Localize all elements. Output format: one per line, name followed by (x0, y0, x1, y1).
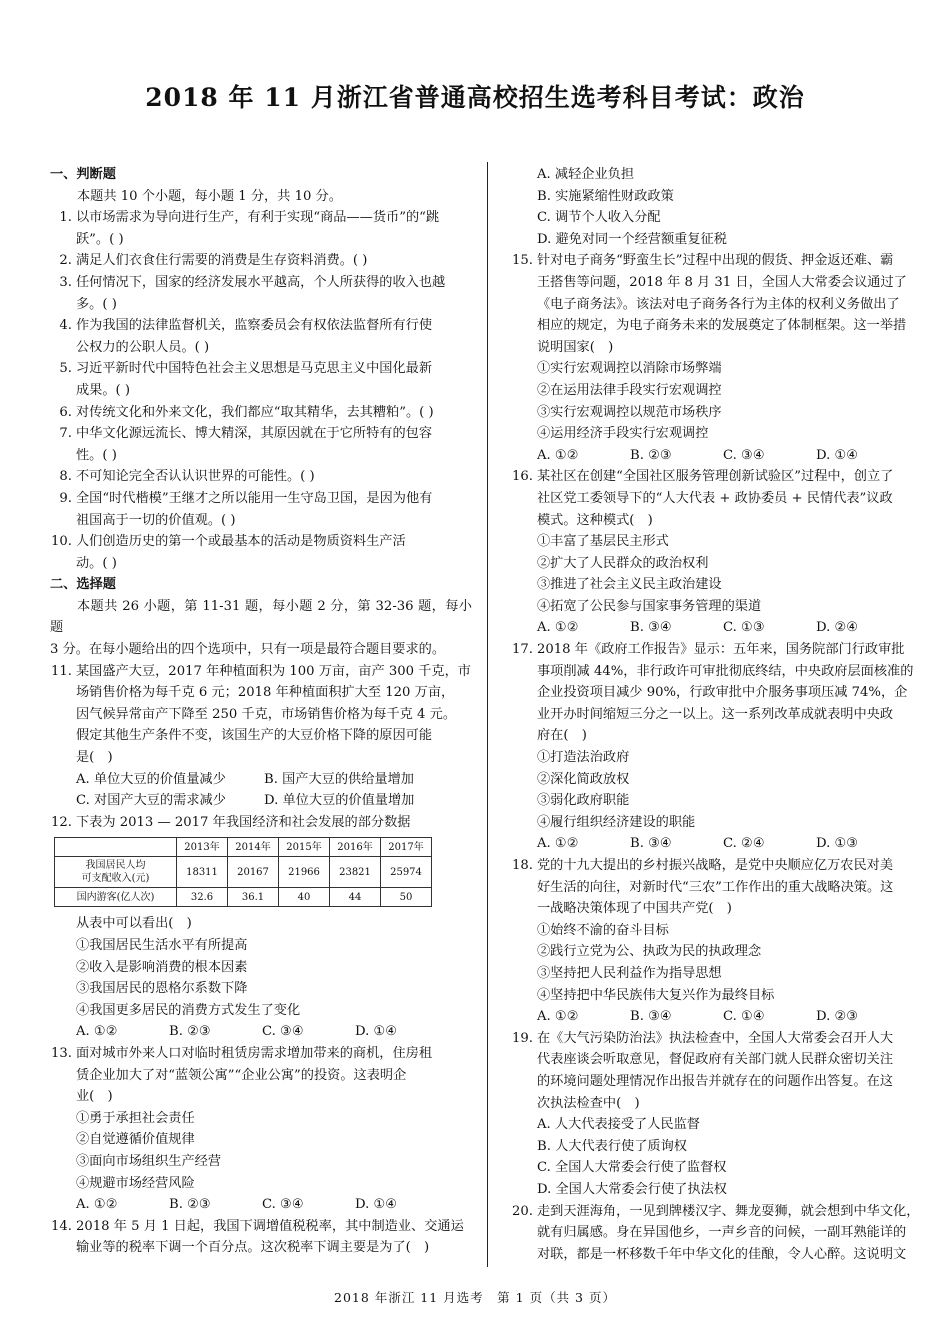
question-number: 2. (59, 253, 72, 269)
option-a: A. 单位大豆的价值量减少 (76, 771, 226, 787)
table-cell: 50 (381, 888, 432, 907)
option-c: C. ③④ (262, 1024, 304, 1040)
option-a: A. ①② (537, 1009, 579, 1025)
table-cell: 2014年 (228, 838, 279, 857)
section-heading-judge: 一、判断题 (50, 167, 116, 182)
option-c: C. ③④ (723, 447, 765, 463)
question-17: 17. 2018 年《政府工作报告》显示：五年来，国务院部门行政审批 事项削减 44%，非行政许可审批彻底终结，中央政府层面核准的 企业投资项目减少 90%，行政审批中介服务事项压减 74%，企 业开办时间缩短三分之一以上。这一系列改革成就表明中央政 府在( ) ①打造法治政府 ②深化简政放权 ③弱化政府职能 ④履行组织经济建设的职能 A. ①② B. ③④ C. ②④ D. ①③ (509, 639, 932, 855)
section-intro-judge: 本题共 10 个小题，每小题 1 分，共 10 分。 (77, 188, 342, 204)
table-row-label: 国内游客(亿人次) (55, 888, 177, 907)
question-15: 15. 针对电子商务“野蛮生长”过程中出现的假货、押金返还难、霸 王搭售等问题，2018 年 8 月 31 日，全国人大常委会议通过了 《电子商务法》。该法对电子商务各行为主体的权利义务做出了 相应的规定，为电子商务未来的发展奠定了体制框架。这一举措 说明国家( ) ①实行宏观调控以消除市场弊端 ②在运用法律手段实行宏观调控 ③实行宏观调控以规范市场秩序 ④运用经济手段实行宏观调控 A. ①② B. ②③ C. ③④ D. ①④ (509, 250, 932, 466)
table-cell: 44 (330, 888, 381, 907)
table-row (55, 888, 432, 907)
question-20: 20. 走到天涯海角，一见到牌楼汉字、舞龙耍狮，就会想到中华文化， 就有归属感。身在异国他乡，一声乡音的问候，一副耳熟能详的 对联，都是一杯移数千年中华文化的佳酿，令人心醉。这说明文 (509, 1201, 932, 1266)
table-cell: 2016年 (330, 838, 381, 857)
option-d: D. ②③ (816, 1009, 859, 1025)
question-3: 3. 任何情况下，国家的经济发展水平越高，个人所获得的收入也越 多。( ) (50, 272, 472, 315)
question-number: 4. (59, 318, 72, 334)
question-12: 12. 下表为 2013 — 2017 年我国经济和社会发展的部分数据 (50, 812, 472, 834)
option-d: D. ①④ (355, 1197, 398, 1213)
question-number: 18. (512, 858, 533, 873)
table-cell: 32.6 (177, 888, 228, 907)
table-row (55, 857, 432, 888)
options-row (76, 1021, 472, 1043)
question-19: 19. 在《大气污染防治法》执法检查中，全国人大常委会召开人大 代表座谈会听取意见，督促政府有关部门就人民群众密切关注 的环境问题处理情况作出报告并就存在的问题作出答复。在这 次执法检查中( ) A. 人大代表接受了人民监督 B. 人大代表行使了质询权 C. 全国人大常委会行使了监督权 D. 全国人大常委会行使了执法权 (509, 1028, 932, 1201)
options-row (537, 445, 932, 467)
question-number: 17. (512, 642, 533, 658)
question-5: 5. 习近平新时代中国特色社会主义思想是马克思主义中国化最新 成果。( ) (50, 358, 472, 401)
option-a: A. 减轻企业负担 (537, 167, 635, 182)
table-cell: 25974 (381, 857, 432, 888)
question-11: 11. 某国盛产大豆，2017 年种植面积为 100 万亩，亩产 300 千克，市 场销售价格为每千克 6 元；2018 年种植面积扩大至 120 万亩， 因气候异常亩产下降至 250 千克，市场销售价格为每千克 4 元。 假定其他生产条件不变，该国生产的大豆价格下降的原因可能 是( ) A. 单位大豆的价值量减少 B. 国产大豆的供给量增加 C. 对国产大豆的需求减少 D. 单位大豆的价值量增加 (50, 661, 472, 812)
options-row (537, 1006, 932, 1028)
table-cell: 40 (279, 888, 330, 907)
question-14-options (509, 164, 932, 250)
option-a: A. ①② (76, 1024, 118, 1040)
right-column (509, 164, 932, 1265)
question-number: 5. (59, 361, 72, 377)
table-cell: 23821 (330, 857, 381, 888)
option-b: B. ②③ (169, 1197, 211, 1213)
question-2: 2. 满足人们衣食住行需要的消费是生存资料消费。( ) (50, 250, 472, 272)
option-d: D. ②④ (816, 620, 859, 636)
table-cell: 2015年 (279, 838, 330, 857)
question-1: 1. 以市场需求为导向进行生产，有利于实现“商品——货币”的“跳 跃”。( ) (50, 207, 472, 250)
option-d: D. ①④ (816, 447, 859, 463)
option-b: B. 人大代表行使了质询权 (537, 1138, 687, 1154)
option-b: B. ③④ (630, 836, 672, 852)
option-a: A. ①② (537, 620, 579, 636)
option-c: C. ③④ (262, 1197, 304, 1213)
option-d: D. 避免对同一个经营额重复征税 (537, 231, 727, 247)
table-cell: 36.1 (228, 888, 279, 907)
question-number: 19. (512, 1030, 533, 1046)
option-d: D. ①④ (355, 1024, 398, 1040)
option-d: D. 全国人大常委会行使了执法权 (537, 1181, 727, 1197)
question-number: 12. (51, 814, 72, 830)
options-row (76, 1194, 472, 1216)
question-number: 6. (59, 404, 72, 420)
question-16: 16. 某社区在创建“全国社区服务管理创新试验区”过程中，创立了 社区党工委领导下的“人大代表 + 政协委员 + 民情代表”议政 模式。这种模式( ) ①丰富了基层民主形式 ②扩大了人民群众的政治权利 ③推进了社会主义民主政治建设 ④拓宽了公民参与国家事务管理的渠道 A. ①② B. ③④ C. ①③ D. ②④ (509, 466, 932, 639)
option-c: C. ①③ (723, 620, 765, 636)
question-number: 7. (59, 426, 72, 442)
question-14: 14. 2018 年 5 月 1 日起，我国下调增值税税率，其中制造业、交通运 输业等的税率下调一个百分点。这次税率下调主要是为了( ) (50, 1216, 472, 1259)
option-b: B. 国产大豆的供给量增加 (264, 771, 414, 787)
question-number: 11. (51, 663, 72, 679)
table-cell: 18311 (177, 857, 228, 888)
options-row (76, 769, 472, 791)
question-7: 7. 中华文化源远流长、博大精深，其原因就在于它所特有的包容 性。( ) (50, 423, 472, 466)
section-heading-choice: 二、选择题 (50, 577, 116, 593)
question-12-body: 从表中可以看出( ) ①我国居民生活水平有所提高 ②收入是影响消费的根本因素 ③我国居民的恩格尔系数下降 ④我国更多居民的消费方式发生了变化 A. ①② B. ②③ C. ③④ D. ①④ (50, 913, 472, 1043)
page-title: 2018 年 11 月浙江省普通高校招生选考科目考试：政治 (145, 83, 805, 112)
question-6: 6. 对传统文化和外来文化，我们都应“取其精华，去其糟粕”。( ) (50, 402, 472, 424)
question-number: 10. (51, 534, 72, 550)
table-header-row (55, 838, 432, 857)
option-a: A. ①② (537, 447, 579, 463)
option-c: C. 全国人大常委会行使了监督权 (537, 1160, 727, 1176)
section-intro-choice-1: 本题共 26 小题，第 11-31 题，每小题 2 分，第 32-36 题，每小题 (50, 598, 472, 636)
table-row-label: 我国居民人均 可支配收入(元) (55, 857, 177, 888)
question-9: 9. 全国“时代楷模”王继才之所以能用一生守岛卫国，是因为他有 祖国高于一切的价值观。( ) (50, 488, 472, 531)
question-number: 13. (51, 1045, 72, 1061)
page-footer: 2018 年浙江 11 月选考 第 1 页（共 3 页） (334, 1290, 616, 1305)
option-b: B. ②③ (169, 1024, 211, 1040)
question-10: 10. 人们创造历史的第一个或最基本的活动是物质资料生产活 动。( ) (50, 531, 472, 574)
option-c: C. 对国产大豆的需求减少 (76, 793, 226, 809)
option-b: B. ③④ (630, 1009, 672, 1025)
option-c: C. ①④ (723, 1009, 765, 1025)
options-row (76, 790, 472, 812)
option-d: D. 单位大豆的价值量增加 (264, 793, 415, 809)
left-column (50, 164, 472, 1259)
data-table (54, 837, 432, 907)
question-8: 8. 不可知论完全否认认识世界的可能性。( ) (50, 466, 472, 488)
question-number: 20. (512, 1203, 533, 1219)
option-b: B. ③④ (630, 620, 672, 636)
option-c: C. 调节个人收入分配 (537, 210, 661, 226)
question-number: 14. (51, 1218, 72, 1234)
question-number: 1. (59, 210, 72, 226)
question-4: 4. 作为我国的法律监督机关，监察委员会有权依法监督所有行使 公权力的公职人员。( ) (50, 315, 472, 358)
table-cell: 2017年 (381, 838, 432, 857)
option-a: A. 人大代表接受了人民监督 (537, 1117, 700, 1133)
table-cell: 2013年 (177, 838, 228, 857)
table-cell: 20167 (228, 857, 279, 888)
table-cell: 21966 (279, 857, 330, 888)
option-b: B. 实施紧缩性财政政策 (537, 188, 674, 204)
section-intro-choice-2: 3 分。在每小题给出的四个选项中，只有一项是最符合题目要求的。 (50, 642, 446, 658)
option-b: B. ②③ (630, 447, 672, 463)
question-number: 8. (59, 469, 72, 485)
question-number: 9. (59, 490, 72, 506)
option-c: C. ②④ (723, 836, 765, 852)
question-18: 18. 党的十九大提出的乡村振兴战略，是党中央顺应亿万农民对美 好生活的向往，对新时代“三农”工作作出的重大战略决策。这 一战略决策体现了中国共产党( ) ①始终不渝的奋斗目标 ②践行立党为公、执政为民的执政理念 ③坚持把人民利益作为指导思想 ④坚持把中华民族伟大复兴作为最终目标 A. ①② B. ③④ C. ①④ D. ②③ (509, 855, 932, 1028)
options-row (537, 833, 932, 855)
options-row (537, 617, 932, 639)
question-number: 16. (512, 469, 533, 485)
option-d: D. ①③ (816, 836, 859, 852)
question-number: 3. (59, 274, 72, 290)
option-a: A. ①② (537, 836, 579, 852)
question-13: 13. 面对城市外来人口对临时租赁房需求增加带来的商机，住房租 赁企业加大了对“蓝领公寓”“企业公寓”的投资。这表明企 业( ) ①勇于承担社会责任 ②自觉遵循价值规律 ③面向市场组织生产经营 ④规避市场经营风险 A. ①② B. ②③ C. ③④ D. ①④ (50, 1043, 472, 1216)
column-divider (487, 162, 488, 1267)
question-number: 15. (512, 253, 533, 269)
option-a: A. ①② (76, 1197, 118, 1213)
